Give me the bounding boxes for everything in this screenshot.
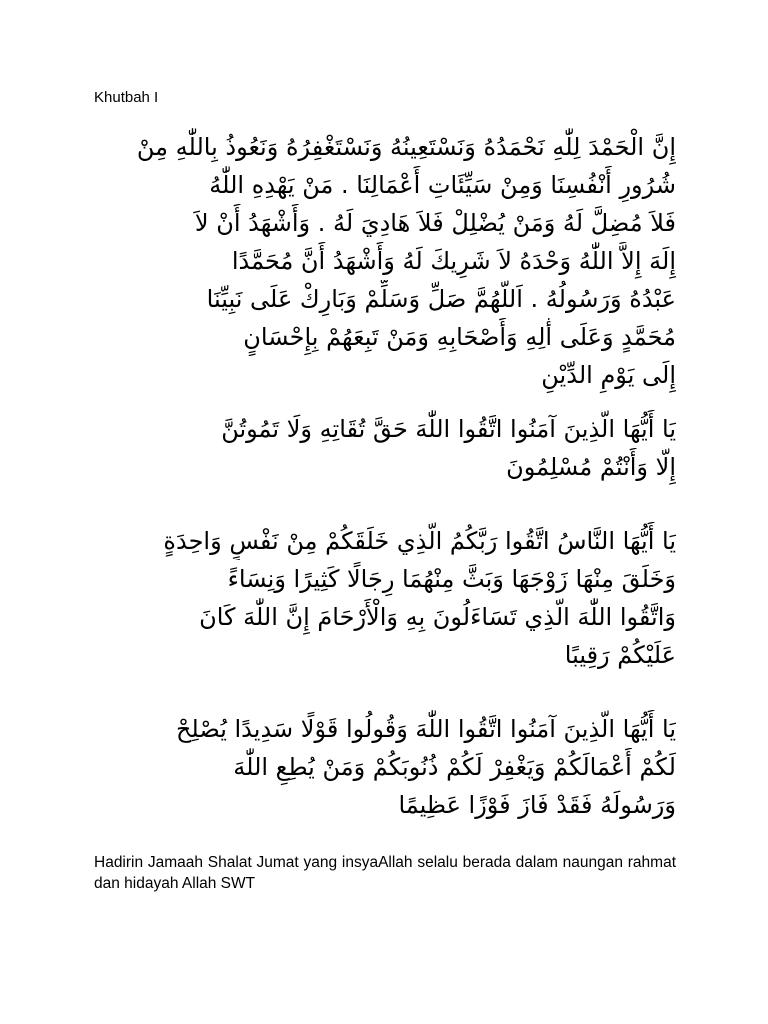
opening-praise-block [86, 128, 676, 394]
arabic-line: مُحَمَّدٍ وَعَلَى أٰلِهِ وَأَصْحَابِهِ وَمَنْ تَبِعَهُمْ بِإِحْسَانٍ [243, 323, 676, 351]
arabic-line: لَكُمْ أَعْمَالَكُمْ وَيَغْفِرْ لَكُمْ ذُنُوبَكُمْ وَمَنْ يُطِعِ اللّٰهَ [233, 753, 676, 781]
arabic-line: عَلَيْكُمْ رَقِيبًا [564, 641, 676, 669]
quran-verse-ali-imran [86, 410, 676, 486]
arabic-line: إِلَّا وَأَنْتُمْ مُسْلِمُونَ [506, 453, 676, 481]
arabic-line: وَخَلَقَ مِنْهَا زَوْجَهَا وَبَثَّ مِنْهُمَا رِجَالًا كَثِيرًا وَنِسَاءً [227, 565, 676, 593]
quran-verse-an-nisa [86, 522, 676, 674]
arabic-line: عَبْدُهُ وَرَسُولُهُ . اَللَّهُمَّ صَلِّ وَسَلِّمْ وَبَارِكْ عَلَى نَبِيِّنَا [206, 285, 676, 313]
arabic-line: إِلَى يَوْمِ الدِّيْنِ [541, 361, 676, 389]
page-heading: Khutbah I [94, 89, 159, 106]
arabic-line: إِنَّ الْحَمْدَ لِلّٰهِ نَحْمَدُهُ وَنَسْتَعِينُهُ وَنَسْتَغْفِرُهُ وَنَعُوذُ بِاللّٰهِ مِنْ [136, 133, 676, 161]
arabic-line: إِلَهَ إِلاَّ اللّٰهُ وَحْدَهُ لاَ شَرِيكَ لَهُ وَأَشْهَدُ أَنَّ مُحَمَّدًا [231, 247, 676, 275]
arabic-line: يَا أَيُّهَا الَّذِينَ آمَنُوا اتَّقُوا اللّٰهَ وَقُولُوا قَوْلًا سَدِيدًا يُصْلِحْ [175, 715, 676, 743]
arabic-line: وَرَسُولَهُ فَقَدْ فَازَ فَوْزًا عَظِيمًا [398, 791, 676, 819]
arabic-line: شُرُورِ أَنْفُسِنَا وَمِنْ سَيِّئَاتِ أَعْمَالِنَا . مَنْ يَهْدِهِ اللّٰهُ [209, 171, 676, 199]
quran-verse-al-ahzab [86, 710, 676, 824]
arabic-line: فَلاَ مُضِلَّ لَهُ وَمَنْ يُضْلِلْ فَلاَ هَادِيَ لَهُ . وَأَشْهَدُ أَنْ لاَ [194, 209, 676, 237]
arabic-line: يَا أَيُّهَا النَّاسُ اتَّقُوا رَبَّكُمُ الَّذِي خَلَقَكُمْ مِنْ نَفْسٍ وَاحِدَةٍ [163, 527, 676, 555]
arabic-line: وَاتَّقُوا اللّٰهَ الَّذِي تَسَاءَلُونَ بِهِ وَالْأَرْحَامَ إِنَّ اللّٰهَ كَانَ [199, 603, 676, 631]
closing-paragraph: Hadirin Jamaah Shalat Jumat yang insyaAllah selalu berada dalam naungan rahmat dan hidayah Allah SWT [94, 854, 676, 892]
arabic-line: يَا أَيُّهَا الَّذِينَ آمَنُوا اتَّقُوا اللّٰهَ حَقَّ تُقَاتِهِ وَلَا تَمُوتُنَّ [221, 415, 676, 443]
